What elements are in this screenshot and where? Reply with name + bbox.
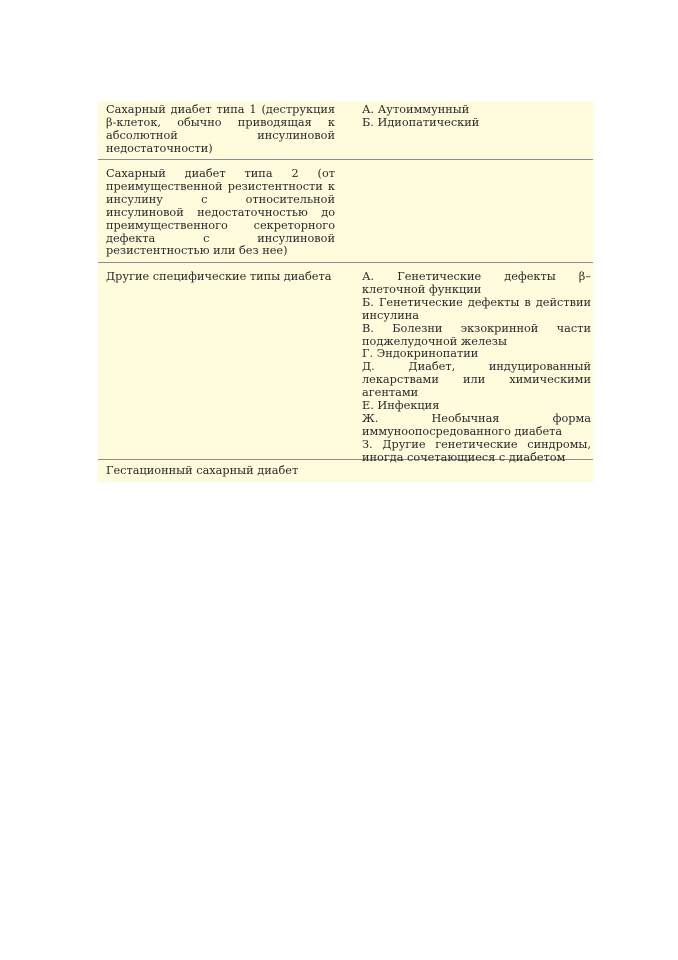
category-cell: Гестационный сахарный диабет (106, 464, 299, 477)
subtypes-cell (353, 160, 593, 262)
subtype-item: Е. Инфекция (362, 399, 440, 413)
table-row (98, 460, 593, 482)
subtypes-cell (353, 101, 593, 159)
subtype-item: Ж. Необычная форма иммуноопосредованного диабета (362, 411, 591, 438)
subtype-item: Д. Диабет, индуцированный лекарствами или химическими агентами (362, 360, 591, 400)
subtype-item: Б. Идиопатический (362, 115, 480, 129)
subtype-item: В. Болезни экзокринной части поджелудочной железы (362, 321, 591, 348)
subtype-item: Б. Генетические дефекты в действии инсулина (362, 295, 591, 322)
category-cell: Другие специфические типы диабета (106, 270, 332, 283)
subtype-item: А. Аутоиммунный (362, 103, 470, 116)
diabetes-classification-table (98, 101, 593, 482)
category-cell: Сахарный диабет типа 2 (от преимущественной резистентности к инсулину с относительной инсулиновой недостаточностью до преимущественного секреторного дефекта с инсулиновой резистентностью или без нее) (106, 167, 335, 258)
table-row (98, 263, 593, 464)
category-cell: Сахарный диабет типа 1 (деструкция β-клеток, обычно приводящая к абсолютной инсулиновой недостаточности) (106, 103, 335, 155)
subtypes-cell (353, 460, 593, 482)
subtype-item: А. Генетические дефекты β–клеточной функции (362, 270, 591, 296)
table-row (98, 160, 593, 263)
subtypes-cell (353, 263, 593, 464)
table-row (98, 101, 593, 160)
subtype-item: Г. Эндокринопатии (362, 347, 479, 361)
subtype-item: З. Другие генетические синдромы, иногда сочетающиеся с диабетом (362, 437, 591, 464)
